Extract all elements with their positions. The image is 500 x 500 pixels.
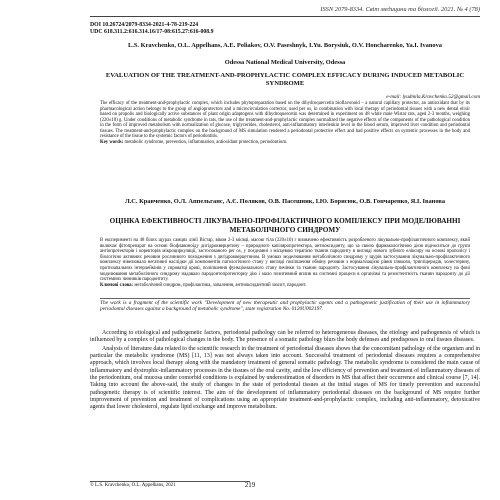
title-uk: ОЦІНКА ЕФЕКТИВНОСТІ ЛІКУВАЛЬНО-ПРОФІЛАКТИЧНОГО КОМПЛЕКСУ ПРИ МОДЕЛЮВАННІ МЕТАБОЛІЧНОГО СИНДРОМУ [109, 217, 461, 234]
copyright: © L.S. Kravchenko, O.L. Appelhans, 2021 [90, 483, 176, 488]
abstract-uk-text: В експерименті на 48 білих щурах самцях лінії Вістар, віком 2-3 місяці, масою тіла (220±10) г визначено ефективність розробленого лікувально-профілактичного комплексу, який включає фітопрепарат на основі біофлавоноїду дигідрокверцетину – природного капіляропротектора, антиоксиданту, що за своєю фармакологічною дією відноситься до групи ангіопротекторів і коректорів мікроциркуляції, застосованого per os, у поєднанні з місцевою терапією тканин пародонту в вигляді нового зубного еліксиру на основі прополісу і біологічно активних речовин рослинного походження з дигідрокверцетином. В умовах моделювання метаболічного синдрому у щурів застосування лікувально-профілактичного комплексу нівелювало негативні наслідки дії компонентів патологічного стану у вигляді поліпшення обміну речовин з нормалізацією рівня глюкози, тригліцеридів, холестерину, протизапальних інтерлейкінів у сироватці крові, поліпшення функціонального стану печінки та тканин пародонту. Застосування лікувально-профілактичного комплексу на фоні моделювання метаболічного синдрому надавало пародонтопротекторну дію і мало позитивний вплив на системні процеси в організмі та резистентність тканин пародонту до дії системних чинників пародонтиту. [100, 238, 470, 283]
journal-header: ISSN 2079-8334. Світ медицини та біології. 2021. № 4 (78) [320, 6, 480, 13]
fragment-note: The work is a fragment of the scientific work "Development of new therapeutic and prophylactic agents and a pathogenetic justification of their use in inflammatory periodontal diseases against a background of metabolic syndrome", state registration No. 0120U002197. [100, 300, 470, 313]
keywords-en-label: Key words: [100, 139, 124, 145]
authors-uk: Л.С. Кравченко, О.Л. Аппельганс, А.Є. Поляков, О.В. Пасешник, І.Ю. Борисюк, О.В. Гончаренко, Я.І. Іванова [124, 198, 446, 205]
abstract-en-text: The efficacy of the treatment-and-prophylactic complex, which includes phytopreparation based on the dihydroquercetin bioflavonoid – a natural capillary protector, an antioxidant that by its pharmacological action belongs to the group of angioprotectors and a microcirculation corrector, used per os, in combination with local therapy of periodontal tissues with a new dental elixir based on propolis and biologically active substances of plant origin adaptogens with dihydroquercetin was determined in experiment on 48 white male Wistar rats, aged 2-3 months, weighing (220±10) g. Under conditions of metabolic syndrome in rats, the use of the treatment-and-prophylactic complex normalized the negative effects of the components of the pathological condition in the form of improved metabolism with normalization of glucose, triglycerides, cholesterol, anti-inflammatory interleukin level in the blood serum, improved liver condition and periodontal tissues. The treatment-and-prophylactic complex on the background of MS simulation rendered a periodontal protective effect and had positive effects on systemic processes in the body and resistance of the tissue to the systemic factors of periodontitis. [100, 101, 470, 140]
body-paragraph: Analysis of literature data related to the scientific research in the treatment of periodontal diseases shows that the concomitant pathology of the organism and in particular the metabolic syndrome (MS) [11, 13] was not always taken into account. Successful treatment of periodontal diseases requires a comprehensive approach, which involves local therapy along with the mandatory treatment of general somatic pathology. The metabolic syndrome is considered the main cause of inflammatory and dystrophic-inflammatory processes in the tissues of the oral cavity, and the low efficiency of prevention and treatment of inflammatory diseases of the periodontium, oral mucosa under comorbid conditions is explained by underestimation of disorders in MS that affect their occurrence and clinical course [7, 14]. Taking into account the above-said, the study of changes in the state of periodontal tissues at the initial stages of MS for timely prevention and successful pathogenetic therapy is of scientific interest. The aim of the development of inflammatory periodontal diseases on the background of MS require further improvement of prevention and treatment of complications using an appropriate treatment-and-prophylactic complex, including anti-inflammatory, detoxicative agents that lower cholesterol, regulate lipid exchange and improve metabolism. [90, 345, 480, 411]
abstract-uk [100, 238, 470, 288]
body-paragraph: According to etiological and pathogenetic factors, periodontal pathology can be referred to heterogeneous diseases, the etiology and pathogenesis of which is influenced by a complex of pathological changes in the body. The presence of a somatic pathology blurs the body defenses and predisposes to oral tissues diseases. [90, 330, 480, 344]
email-link[interactable]: e-mail: lyudmila.Kravchenko.52@gmail.com [386, 94, 480, 100]
udc-line: UDC 618.311.2:616.314.16/17-08:615.27:616-008.9 [90, 29, 214, 36]
section-divider [100, 298, 470, 299]
doi-block [90, 22, 214, 36]
abstract-en [100, 101, 470, 145]
authors-en: L.S. Kravchenko, O.L. Appelhans, A.E. Poliakov, O.V. Paseshnyk, I.Yu. Borysiuk, O.V. Honcharenko, Ya.I. Ivanova [128, 42, 442, 49]
doi-line: DOI 10.26724/2079-8334-2021-4-78-219-224 [90, 22, 199, 28]
body-text [90, 330, 480, 412]
keywords-en: metabolic syndrome, prevention, inflammation, antioxidant protection, periodontium. [124, 139, 288, 145]
page-number: 219 [244, 481, 256, 489]
keywords-uk: метаболічний синдром, профілактика, запалення, антиоксидантний захист, пародонт. [134, 282, 307, 288]
affiliation: Odessa National Medical University, Odessa [224, 59, 346, 66]
keywords-uk-label: Ключові слова: [100, 282, 134, 288]
title-en: EVALUATION OF THE TREATMENT-AND-PROPHYLACTIC COMPLEX EFFICACY DURING INDUCED METABOLIC SYNDROME [105, 72, 465, 87]
header-rule [90, 16, 480, 17]
